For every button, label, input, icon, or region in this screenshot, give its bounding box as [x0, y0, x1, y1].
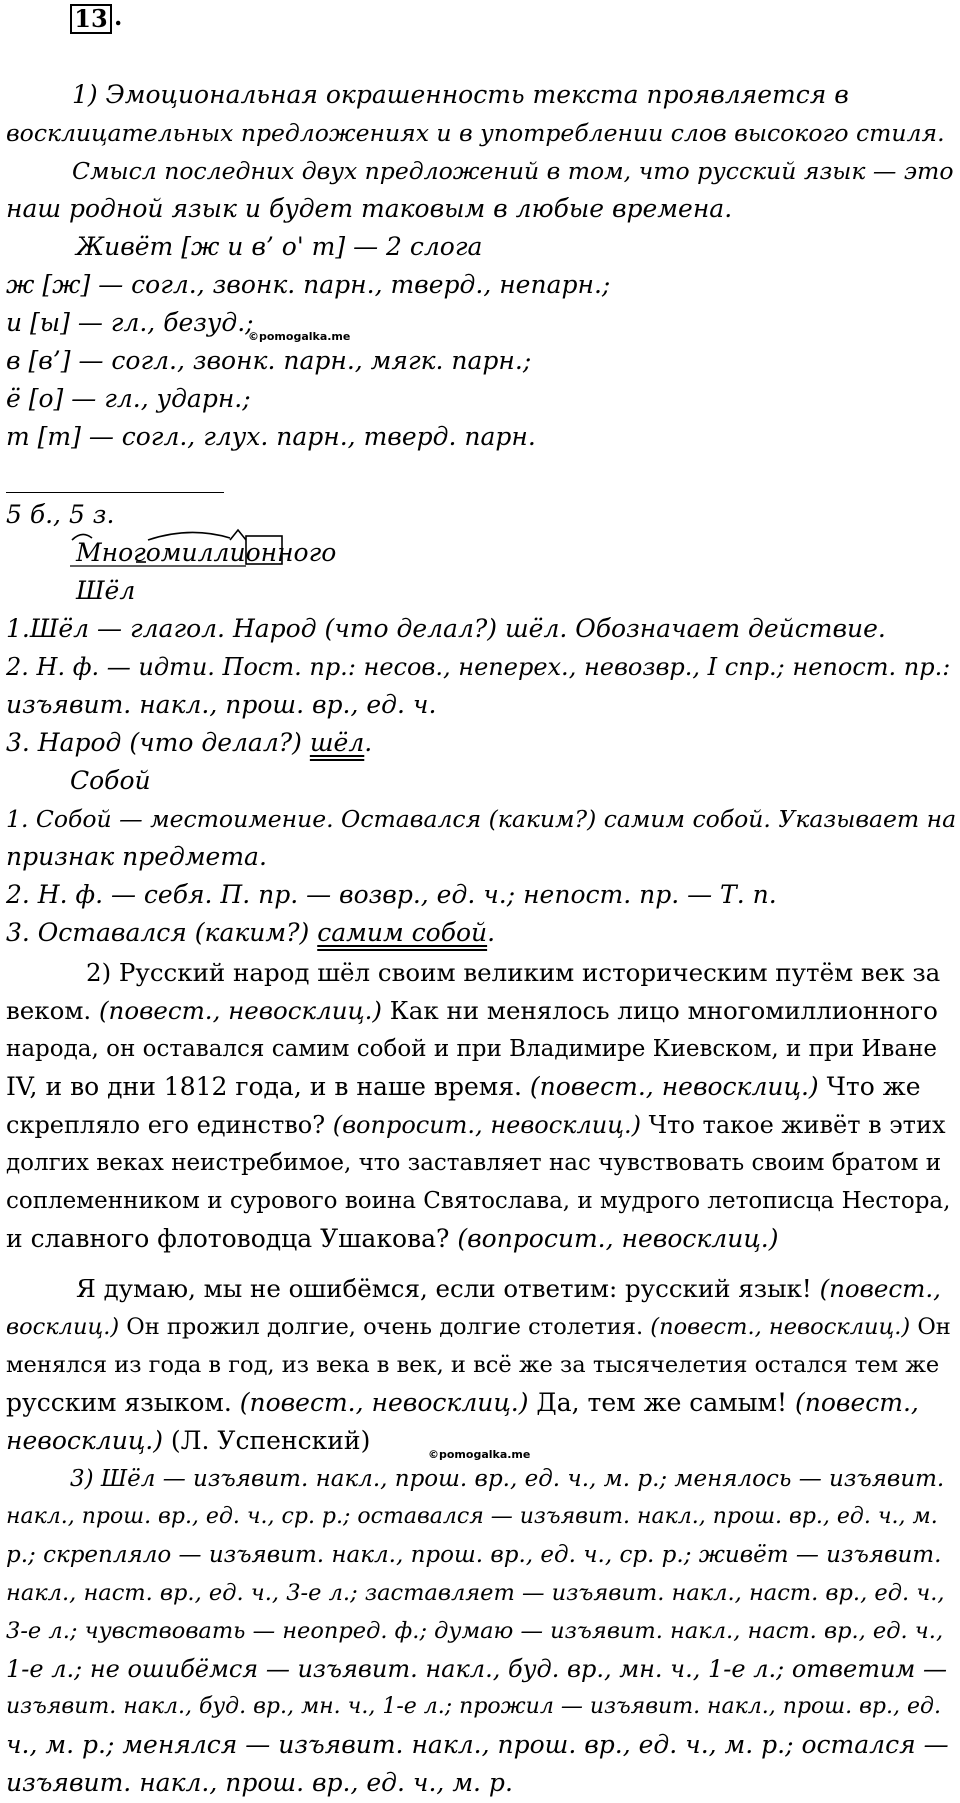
watermark: ©pomogalka.me [428, 1448, 531, 1461]
text-line: восклицательных предложениях и в употреблении слов высокого стиля. [6, 119, 945, 147]
text-line: 3) Шёл — изъявит. накл., прош. вр., ед. ч., м. р.; менялось — изъявит. [70, 1466, 945, 1492]
word-heading: Шёл [76, 576, 136, 605]
word-heading: Собой [70, 766, 151, 795]
watermark: ©pomogalka.me [248, 330, 351, 343]
phonetic-line: в [в’] — согл., звонк. парн., мягк. парн.; [6, 346, 532, 375]
text-span: Он [910, 1314, 951, 1340]
sentence-type-note: (вопросит., невосклиц.) [332, 1111, 641, 1139]
text-span: Что такое живёт в этих [641, 1111, 946, 1139]
text-span: Я думаю, мы не ошибёмся, если ответим: русский язык! [76, 1274, 820, 1303]
text-line: 1.Шёл — глагол. Народ (что делал?) шёл. Обозначает действие. [6, 614, 886, 643]
text-span: . [487, 918, 496, 947]
task-number-dot: . [114, 2, 123, 31]
text-line: 2. Н. ф. — идти. Пост. пр.: несов., неперех., невозвр., I спр.; непост. пр.: [6, 653, 951, 681]
text-span: 3. Народ (что делал?) [6, 728, 310, 757]
text-line: признак предмета. [6, 842, 267, 871]
sentence-type-note: (повест., невосклиц.) [239, 1388, 529, 1417]
morphemic-word: Многомиллионного [76, 538, 337, 567]
text-line: народа, он оставался самим собой и при Владимире Киевском, и при Иване [6, 1036, 938, 1062]
text-line: 2. Н. ф. — себя. П. пр. — возвр., ед. ч.; непост. пр. — Т. п. [6, 880, 777, 909]
text-line [6, 996, 938, 1026]
text-span: русским языком. [6, 1388, 240, 1417]
text-line: наш родной язык и будет таковым в любые времена. [6, 194, 733, 223]
text-line [6, 1072, 921, 1102]
phonetic-line: ж [ж] — согл., звонк. парн., тверд., непарн.; [6, 270, 611, 299]
morpheme-marks-icon [70, 528, 350, 570]
text-line [6, 728, 372, 758]
text-span: скрепляло его единство? [6, 1111, 333, 1139]
text-line: р.; скрепляло — изъявит. накл., прош. вр., ед. ч., ср. р.; живёт — изъявит. [6, 1542, 942, 1568]
phonetic-line: и [ы] — гл., безуд.; [6, 308, 254, 337]
text-line: Смысл последних двух предложений в том, что русский язык — это [72, 157, 954, 185]
text-line: накл., наст. вр., ед. ч., 3-е л.; заставляет — изъявит. накл., наст. вр., ед. ч., [6, 1580, 945, 1606]
sentence-type-note: (вопросит., невосклиц.) [457, 1224, 779, 1253]
sentence-type-note: невосклиц.) [6, 1426, 163, 1455]
sentence-type-note: (повест., невосклиц.) [650, 1314, 911, 1340]
text-line: 1) Эмоциональная окрашенность текста проявляется в [72, 80, 849, 109]
sentence-type-note: (повест., [795, 1388, 919, 1417]
text-span: IV, и во дни 1812 года, и в наше время. [6, 1072, 530, 1101]
text-line: изъявит. накл., прош. вр., ед. ч., м. р. [6, 1768, 513, 1797]
text-line [6, 918, 495, 948]
sentence-type-note: (повест., [819, 1274, 941, 1303]
text-line: соплеменником и сурового воина Святослава, и мудрого летописца Нестора, [6, 1188, 951, 1214]
phonetic-line: ё [о] — гл., ударн.; [6, 384, 251, 413]
text-line [6, 1312, 951, 1342]
sentence-type-note: восклиц.) [6, 1314, 120, 1340]
text-span: Как ни менялось лицо многомиллионного [381, 996, 938, 1025]
phonetic-heading: Живёт [ж и в’ о' т] — 2 слога [76, 232, 483, 261]
sentence-type-note: (повест., невосклиц.) [529, 1072, 819, 1101]
text-line: 3-е л.; чувствовать — неопред. ф.; думаю — изъявит. накл., наст. вр., ед. ч., [6, 1618, 944, 1644]
text-line: ч., м. р.; менялся — изъявит. накл., прош. вр., ед. ч., м. р.; остался — [6, 1730, 949, 1759]
text-line: накл., прош. вр., ед. ч., ср. р.; оставался — изъявит. накл., прош. вр., ед. ч., м. [6, 1504, 938, 1529]
text-span: 3. Оставался (каким?) [6, 918, 318, 947]
text-line: изъявит. накл., буд. вр., мн. ч., 1-е л.; прожил — изъявит. накл., прош. вр., ед. [6, 1694, 941, 1719]
predicate-underlined: шёл [309, 728, 365, 757]
text-span: веком. [6, 996, 99, 1025]
text-line: долгих веках неистребимое, что заставляет нас чувствовать своим братом и [6, 1150, 942, 1176]
text-span: Он прожил долгие, очень долгие столетия. [119, 1314, 651, 1340]
text-line: 2) Русский народ шёл своим великим историческим путём век за [86, 958, 941, 987]
text-span: и славного флотоводца Ушакова? [6, 1224, 458, 1253]
text-line [76, 1274, 941, 1304]
letters-sounds-count: 5 б., 5 з. [6, 500, 115, 529]
text-line: 1. Собой — местоимение. Оставался (каким?) самим собой. Указывает на [6, 805, 957, 833]
text-line [6, 1388, 919, 1418]
text-line: менялся из года в год, из века в век, и всё же за тысячелетия остался тем же [6, 1352, 940, 1378]
text-span: Что же [818, 1072, 921, 1101]
text-line [6, 1426, 370, 1456]
phonetic-line: т [т] — согл., глух. парн., тверд. парн. [6, 422, 536, 451]
text-line [6, 1224, 778, 1254]
task-number-box: 13 [70, 4, 112, 34]
sentence-type-note: (повест., невосклиц.) [99, 996, 382, 1025]
text-line [6, 1110, 946, 1140]
text-line: изъявит. накл., прош. вр., ед. ч. [6, 690, 437, 719]
predicate-underlined: самим собой [317, 918, 488, 947]
separator-line [6, 492, 224, 493]
text-line: 1-е л.; не ошибёмся — изъявит. накл., буд. вр., мн. ч., 1-е л.; ответим — [6, 1655, 947, 1683]
author-credit: (Л. Успенский) [162, 1426, 371, 1455]
text-span: . [364, 728, 373, 757]
text-span: Да, тем же самым! [528, 1388, 796, 1417]
